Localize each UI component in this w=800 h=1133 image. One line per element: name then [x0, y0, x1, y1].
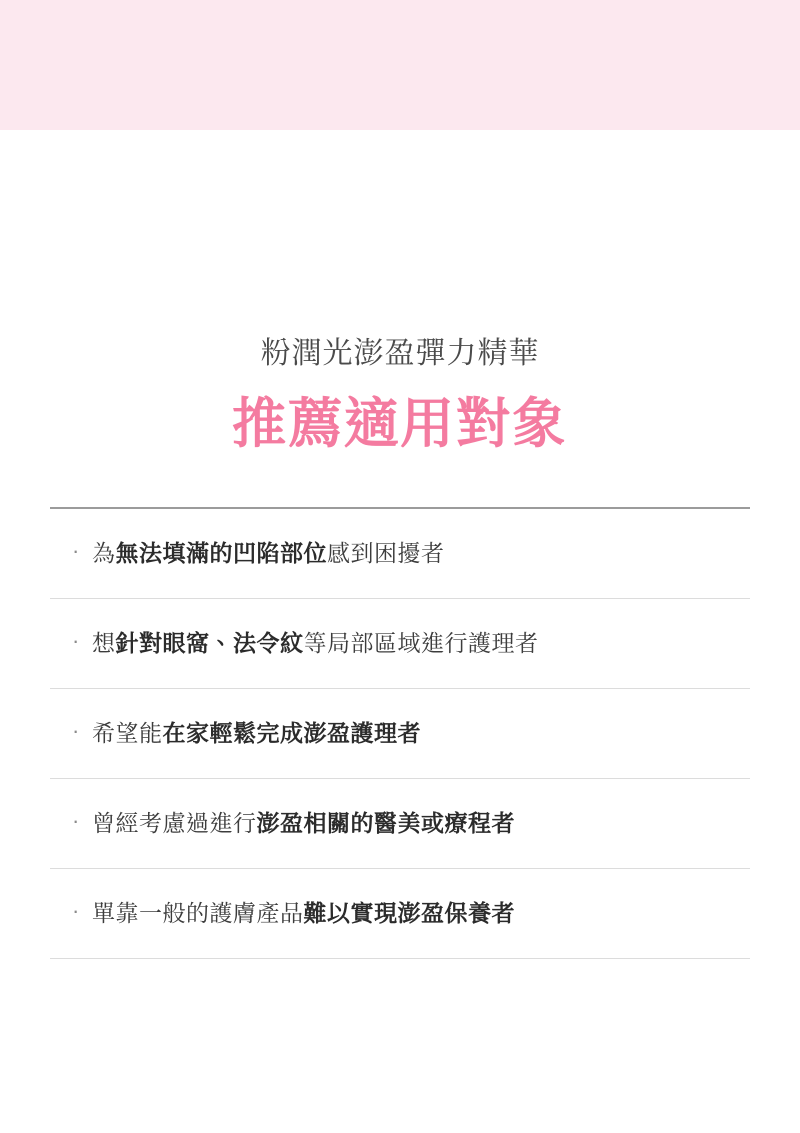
top-color-band [0, 0, 800, 130]
list-item [50, 779, 750, 869]
list-item-text-strong: 難以實現澎盈保養者 [303, 899, 515, 926]
list-item-text-pre: 單靠一般的護膚產品 [92, 899, 304, 926]
bullet-icon: · [72, 898, 80, 924]
bullet-icon: · [72, 808, 80, 834]
product-name-subtitle: 粉潤光澎盈彈力精華 [260, 337, 540, 370]
list-item-text-strong: 針對眼窩、法令紋 [115, 629, 304, 656]
list-item-text-pre: 曾經考慮過進行 [92, 809, 257, 836]
list-item-text-strong: 無法填滿的凹陷部位 [115, 539, 327, 566]
list-item-text-strong: 在家輕鬆完成澎盈護理者 [162, 719, 421, 746]
list-item-text-post: 等局部區域進行護理者 [303, 629, 539, 656]
target-audience-list [50, 507, 750, 959]
list-item [50, 689, 750, 779]
list-item-text [92, 536, 445, 571]
list-item-text [92, 806, 515, 841]
list-item-text-pre: 想 [92, 629, 116, 656]
list-item [50, 599, 750, 689]
list-item-text [92, 716, 421, 751]
list-item-text [92, 626, 539, 661]
list-item [50, 509, 750, 599]
list-item-text-strong: 澎盈相關的醫美或療程者 [256, 809, 515, 836]
list-item [50, 869, 750, 959]
bottom-spacer [0, 959, 800, 1059]
list-item-text-pre: 為 [92, 539, 116, 566]
bullet-icon: · [72, 538, 80, 564]
list-item-text [92, 896, 515, 931]
list-item-text-pre: 希望能 [92, 719, 163, 746]
page-content [0, 130, 800, 1059]
bullet-icon: · [72, 628, 80, 654]
bullet-icon: · [72, 718, 80, 744]
page-title: 推薦適用對象 [232, 393, 568, 454]
list-item-text-post: 感到困擾者 [327, 539, 445, 566]
heading-block [0, 130, 800, 455]
